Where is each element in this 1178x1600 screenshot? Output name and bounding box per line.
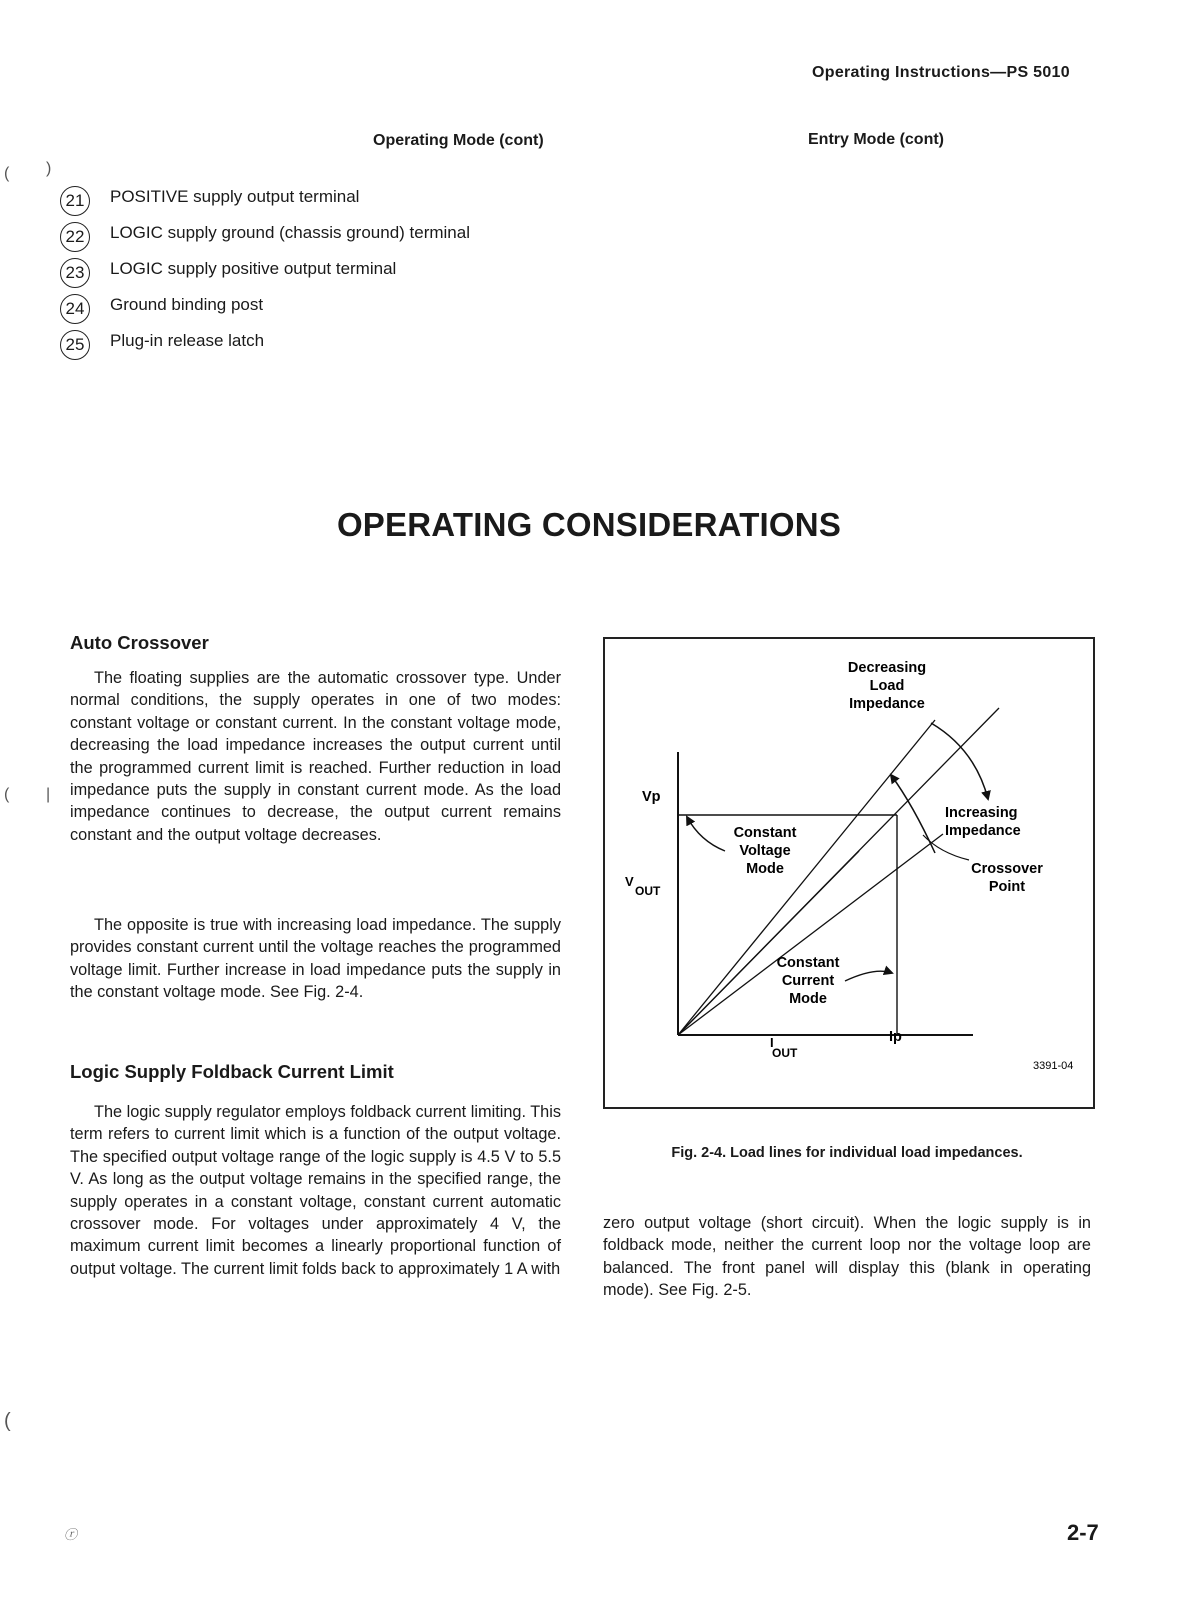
auto-crossover-heading: Auto Crossover <box>70 632 209 653</box>
iout-subscript: OUT <box>772 1046 798 1060</box>
part-number: 25 <box>60 330 90 360</box>
left-column-head: Operating Mode (cont) <box>373 132 544 149</box>
vout-subscript: OUT <box>635 884 661 898</box>
figure-caption: Fig. 2-4. Load lines for individual load impedances. <box>671 1145 1023 1161</box>
crossover-label-line1: Crossover <box>971 861 1043 877</box>
part-number: 23 <box>60 258 90 288</box>
part-label: Ground binding post <box>110 295 264 314</box>
margin-mark: ( <box>4 786 10 803</box>
part-label: LOGIC supply positive output terminal <box>110 259 397 278</box>
running-head: Operating Instructions—PS 5010 <box>812 64 1070 81</box>
cc-label-line3: Mode <box>789 991 827 1007</box>
right-column-head: Entry Mode (cont) <box>808 131 944 148</box>
figure-id: 3391-04 <box>1033 1060 1074 1072</box>
cv-label-line1: Constant <box>733 825 797 841</box>
margin-mark: ) <box>46 160 52 177</box>
auto-crossover-para-1: The floating supplies are the automatic crossover type. Under normal conditions, the supply operates in one of two modes: constant voltage or constant current. In the constant voltage mode, decreasing the load impedance increases the output current until the programmed current limit is reached. Further reduction in load impedance puts the supply in constant current mode. As the load impedance continues to decrease, the output current remains constant and the output voltage decreases. <box>70 669 561 844</box>
footer-mark: ⓡ <box>64 1527 78 1542</box>
auto-crossover-para-2: The opposite is true with increasing load impedance. The supply provides constant current until the voltage reaches the programmed voltage limit. Further increase in load impedance puts the supply in the constant voltage mode. See Fig. 2-4. <box>70 916 561 1002</box>
section-title: OPERATING CONSIDERATIONS <box>336 506 842 543</box>
decreasing-impedance-arrow <box>931 723 988 799</box>
cv-label-line2: Voltage <box>739 843 791 859</box>
page-number: 2-7 <box>1067 1520 1099 1545</box>
part-number: 24 <box>60 294 90 324</box>
margin-mark: ( <box>4 165 10 182</box>
cv-label-line3: Mode <box>746 861 784 877</box>
crossover-label-line2: Point <box>988 879 1026 895</box>
decreasing-label-line1: Decreasing <box>847 660 927 676</box>
foldback-heading: Logic Supply Foldback Current Limit <box>70 1061 394 1082</box>
load-line <box>678 851 859 1035</box>
iout-label: I <box>770 1035 774 1050</box>
part-number: 21 <box>60 186 90 216</box>
vp-label: Vp <box>642 789 661 805</box>
part-number: 22 <box>60 222 90 252</box>
cc-label-line1: Constant <box>776 955 840 971</box>
margin-mark: | <box>46 786 51 803</box>
cc-label-line2: Current <box>781 973 835 989</box>
decreasing-label-line2: Load <box>869 678 905 694</box>
figure-frame <box>603 637 1095 1109</box>
load-line-diagram <box>605 639 1093 1107</box>
increasing-label-line1: Increasing <box>945 805 1018 821</box>
foldback-para-2: zero output voltage (short circuit). When the logic supply is in foldback mode, neither the current loop nor the voltage loop are balanced. The front panel will display this (blank in operating mode). See Fig. 2-5. <box>603 1214 1091 1300</box>
cv-pointer <box>687 817 725 851</box>
cc-pointer <box>845 971 892 981</box>
part-label: POSITIVE supply output terminal <box>110 187 360 206</box>
foldback-para-1: The logic supply regulator employs foldback current limiting. This term refers to current limit which is a function of the output voltage. The specified output voltage range of the logic supply is 4.5 V to 5.5 V. As long as the output voltage remains in the specified range, the supply operates in a constant voltage, constant current automatic crossover mode. For voltages under approximately 4 V, the maximum current limit becomes a linearly proportional function of output voltage. The current limit folds back to approximately 1 A with <box>70 1103 561 1278</box>
decreasing-label-line3: Impedance <box>849 696 925 712</box>
part-label: Plug-in release latch <box>110 331 265 350</box>
increasing-label-line2: Impedance <box>945 823 1021 839</box>
vout-label: V <box>625 874 634 889</box>
margin-mark: ( <box>4 1410 11 1432</box>
part-label: LOGIC supply ground (chassis ground) terminal <box>110 223 470 242</box>
ip-label: Ip <box>889 1029 902 1045</box>
